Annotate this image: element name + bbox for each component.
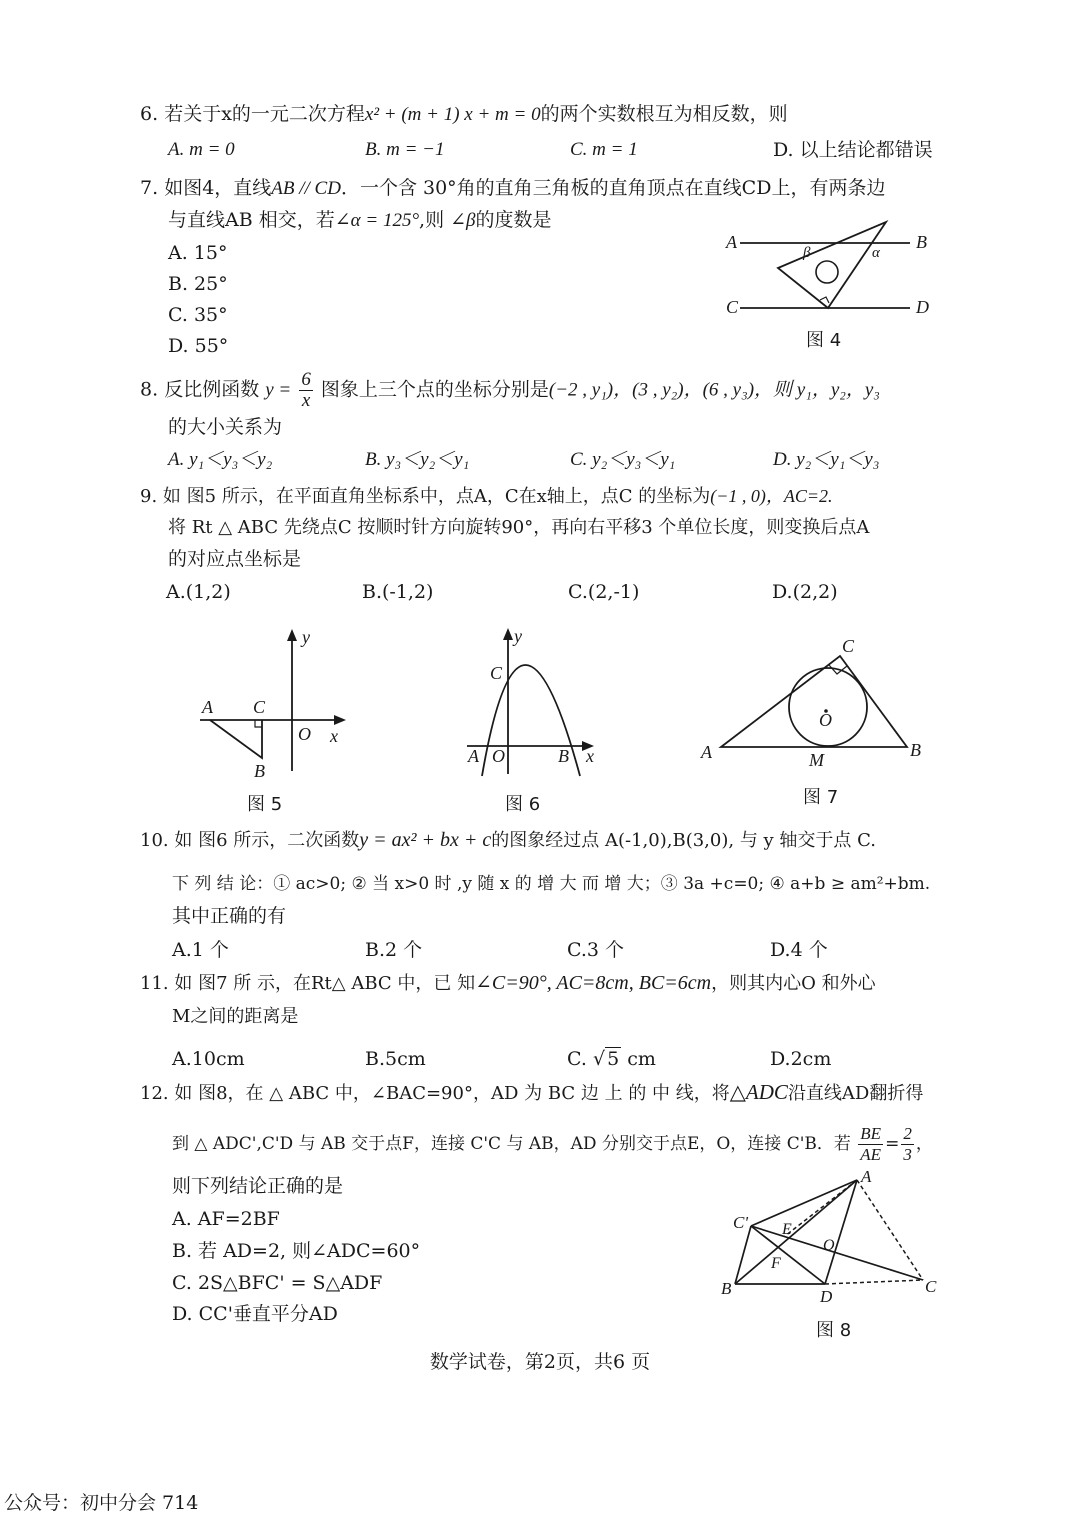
- q8-text-c: ，则 y₁，y₂，y₃: [754, 379, 880, 401]
- q12-ratio-val-den: 3: [903, 1145, 912, 1164]
- q10-line3: 其中正确的有: [172, 905, 287, 927]
- q12-option-c: C. 2S△BFC' = S△ADF: [172, 1272, 383, 1294]
- q12-line3: 则下列结论正确的是: [172, 1175, 344, 1197]
- fig7-label-m: M: [809, 750, 824, 770]
- q12-text-d: ，: [915, 1134, 933, 1154]
- q8-text-a: 反比例函数: [164, 378, 260, 401]
- fig8-line-dc-dashed: [825, 1280, 923, 1284]
- fig5-label-a: A: [202, 697, 213, 717]
- fig6-label-o: O: [492, 746, 505, 766]
- fig4-label-d: D: [916, 297, 929, 317]
- q9-option-c: C.(2,-1): [568, 581, 640, 603]
- q10-number: 10.: [140, 830, 169, 851]
- q8-line2: 的大小关系为: [168, 416, 283, 438]
- q11-option-c-letter: C.: [567, 1048, 587, 1070]
- fig5-caption: 图 5: [247, 794, 283, 815]
- q7-line1: [140, 174, 885, 203]
- q6-equation: x² + (m + 1) x + m = 0: [364, 104, 541, 125]
- fig8-label-b: B: [721, 1279, 732, 1298]
- figure-5: [190, 625, 360, 790]
- q8-fraction: [299, 370, 313, 411]
- fig4-label-beta: β: [803, 245, 811, 261]
- q8-option-d: D. y₂＜y₁＜y₃: [773, 449, 880, 470]
- fig7-label-b: B: [910, 740, 921, 760]
- q12-text-a: 如 图8，在 △ ABC 中，∠BAC=90°，AD 为 BC 边 上 的 中 线，将: [174, 1083, 730, 1104]
- fig8-line-ac-dashed: [857, 1180, 923, 1280]
- q10-option-a: A.1 个: [172, 939, 229, 961]
- q8-points: (−2 , y₁)，(3 , y₂)，(6 , y₃): [548, 379, 755, 401]
- q11-text-b: ，则其内心O 和外心: [711, 973, 876, 994]
- q7-line2: [168, 206, 552, 235]
- q10-option-d: D.4 个: [770, 939, 828, 961]
- figure-6: [462, 624, 607, 779]
- q11-option-c-unit: cm: [627, 1048, 656, 1070]
- q12-triangle-adc: △ADC: [729, 1080, 788, 1104]
- q9-option-b: B.(-1,2): [362, 581, 434, 603]
- q12-text-c: 到 △ ADC',C'D 与 AB 交于点F，连接 C'C 与 AB，AD 分别交于点E，O，连接 C'B．若: [172, 1134, 851, 1154]
- q7-text-b: ．一个含 30°角的直角三角板的直角顶点在直线CD上，有两条边: [340, 177, 886, 199]
- q8-func-lhs: y =: [265, 379, 292, 401]
- q12-number: 12.: [140, 1083, 169, 1104]
- fig4-label-alpha: α: [872, 245, 880, 261]
- fig6-label-b: B: [558, 746, 569, 766]
- fig5-label-b: B: [254, 761, 265, 781]
- q12-ratio-num: BE: [860, 1124, 882, 1143]
- q10-line2: 下 列 结 论：① ac>0; ② 当 x>0 时 ,y 随 x 的 增 大 而 增 大；③ 3a +c=0; ④ a+b ≥ am²+bm.: [172, 874, 931, 894]
- q6-line1: [140, 100, 788, 129]
- q11-text-a: 如 图7 所 示，在Rt△ ABC 中，已 知: [174, 973, 476, 994]
- q12-ratio-value: [901, 1124, 914, 1165]
- q8-line1: [140, 370, 880, 411]
- q8-number: 8.: [140, 378, 159, 401]
- fig8-label-d: D: [820, 1287, 833, 1306]
- fig5-label-c: C: [253, 697, 266, 717]
- q11-line2: M之间的距离是: [172, 1006, 299, 1027]
- fig5-x-arrow: [334, 715, 346, 725]
- fig8-label-c1: C': [733, 1213, 748, 1232]
- q10-text-a: 如 图6 所示，二次函数: [174, 830, 360, 851]
- q7-option-c: C. 35°: [168, 304, 228, 326]
- q7-beta: ∠β: [450, 210, 476, 231]
- fig4-label-c: C: [726, 297, 739, 317]
- fig4-label-a: A: [726, 232, 737, 252]
- q11-number: 11.: [140, 973, 169, 994]
- q10-line1: [140, 826, 876, 855]
- fig6-label-y: y: [514, 626, 522, 646]
- fig7-label-a: A: [701, 742, 712, 762]
- figure-4: [710, 210, 950, 330]
- q8-frac-num: 6: [301, 369, 311, 390]
- fig8-label-f: F: [771, 1255, 781, 1272]
- q10-text-b: 的图象经过点 A(-1,0),B(3,0), 与 y 轴交于点 C.: [491, 830, 877, 851]
- fig4-caption: 图 4: [806, 330, 842, 351]
- fig5-label-y: y: [302, 627, 310, 647]
- q8-option-c: C. y₂＜y₃＜y₁: [570, 449, 676, 470]
- q8-option-b: B. y₃＜y₂＜y₁: [365, 449, 470, 470]
- fig8-line-ab: [735, 1180, 857, 1284]
- q7-alpha: ∠α = 125°: [334, 210, 420, 231]
- watermark-text: 公众号：初中分会 714: [4, 1492, 199, 1514]
- q11-option-d: D.2cm: [770, 1048, 832, 1070]
- fig5-y-arrow: [287, 629, 297, 641]
- q11-line1: [140, 969, 876, 998]
- fig8-label-a: A: [861, 1170, 872, 1186]
- q8-frac-den: x: [301, 390, 311, 411]
- q11-math: ∠C=90°, AC=8cm, BC=6cm: [475, 972, 712, 994]
- q7-option-d: D. 55°: [168, 335, 229, 357]
- q11-option-c: [567, 1045, 656, 1073]
- fig4-label-b: B: [916, 232, 927, 252]
- q12-option-b: B. 若 AD=2, 则∠ADC=60°: [172, 1240, 421, 1262]
- fig7-label-c: C: [842, 636, 855, 656]
- fig7-label-o: O: [819, 710, 832, 730]
- q9-option-a: A.(1,2): [166, 581, 231, 603]
- fig7-incircle: [789, 668, 867, 746]
- fig6-label-x: x: [586, 746, 594, 766]
- fig8-label-o: O: [823, 1237, 835, 1254]
- q7-text-e: 的度数是: [475, 209, 552, 231]
- fig8-label-c: C: [925, 1277, 937, 1296]
- fig8-label-e: E: [782, 1221, 792, 1238]
- fig6-label-a: A: [468, 746, 479, 766]
- q8-option-a: A. y₁＜y₃＜y₂: [168, 449, 273, 470]
- q7-number: 7.: [140, 177, 159, 199]
- fig5-right-angle: [255, 720, 262, 727]
- q11-option-b: B.5cm: [365, 1048, 426, 1070]
- figure-8: [715, 1170, 950, 1310]
- q10-option-c: C.3 个: [567, 939, 625, 961]
- q7-option-a: A. 15°: [168, 242, 228, 264]
- q6-option-d: D. 以上结论都错误: [773, 139, 933, 161]
- fig8-line-ad: [825, 1180, 857, 1284]
- q9-option-d: D.(2,2): [772, 581, 838, 603]
- q9-number: 9.: [140, 486, 158, 507]
- q12-ratio: [858, 1124, 883, 1165]
- q12-ratio-val-num: 2: [903, 1124, 912, 1143]
- fig5-label-x: x: [330, 726, 338, 746]
- fig8-caption: 图 8: [816, 1320, 852, 1341]
- fig5-label-o: O: [298, 724, 311, 744]
- sqrt-icon: √: [592, 1048, 606, 1070]
- fig6-caption: 图 6: [505, 794, 541, 815]
- q7-option-b: B. 25°: [168, 273, 228, 295]
- q7-text-d: ,则: [419, 209, 445, 231]
- q12-ratio-eq: =: [885, 1134, 900, 1154]
- q9-math: (−1 , 0)，AC=2.: [710, 486, 833, 506]
- fig8-line-ac1: [751, 1180, 857, 1226]
- q12-option-a: A. AF=2BF: [172, 1208, 280, 1230]
- fig8-line-c1b: [735, 1226, 751, 1284]
- page-footer: 数学试卷，第2页，共6 页: [429, 1351, 651, 1373]
- q10-function: y = ax² + bx + c: [359, 829, 492, 851]
- q7-text-a: 如图4，直线: [164, 177, 272, 199]
- q9-text-a: 如 图5 所示，在平面直角坐标系中，点A，C在x轴上，点C 的坐标为: [162, 486, 711, 507]
- q12-ratio-den: AE: [860, 1145, 882, 1164]
- q12-text-b: 沿直线AD翻折得: [787, 1083, 924, 1104]
- q11-option-c-radicand: 5: [607, 1048, 620, 1070]
- fig4-circle: [816, 261, 838, 283]
- q10-option-b: B.2 个: [365, 939, 423, 961]
- q6-number: 6.: [140, 103, 159, 125]
- q12-line2: [172, 1124, 933, 1165]
- q9-line2: 将 Rt △ ABC 先绕点C 按顺时针方向旋转90°，再向右平移3 个单位长度，则变换后点A: [168, 517, 870, 538]
- figure-7: [695, 632, 930, 777]
- fig4-triangle: [778, 222, 886, 308]
- q8-text-b: 图象上三个点的坐标分别是: [320, 378, 549, 401]
- fig6-y-arrow: [503, 628, 513, 640]
- fig7-caption: 图 7: [803, 787, 839, 808]
- q12-option-d: D. CC'垂直平分AD: [172, 1303, 338, 1325]
- q6-option-a: A. m = 0: [168, 139, 235, 160]
- q6-option-c: C. m = 1: [570, 139, 638, 160]
- q7-text-c: 与直线AB 相交，若: [168, 209, 335, 231]
- fig5-triangle: [210, 720, 262, 758]
- q6-stem-b: 的两个实数根互为相反数，则: [540, 103, 788, 125]
- q9-line1: [140, 482, 833, 511]
- q9-line3: 的对应点坐标是: [168, 548, 302, 570]
- q6-option-b: B. m = −1: [365, 139, 445, 160]
- fig6-label-c: C: [490, 663, 503, 683]
- q6-stem: 若关于x的一元二次方程: [164, 103, 365, 125]
- q7-parallel: AB // CD: [271, 178, 341, 199]
- q12-line1: [140, 1078, 923, 1108]
- q11-option-a: A.10cm: [172, 1048, 245, 1070]
